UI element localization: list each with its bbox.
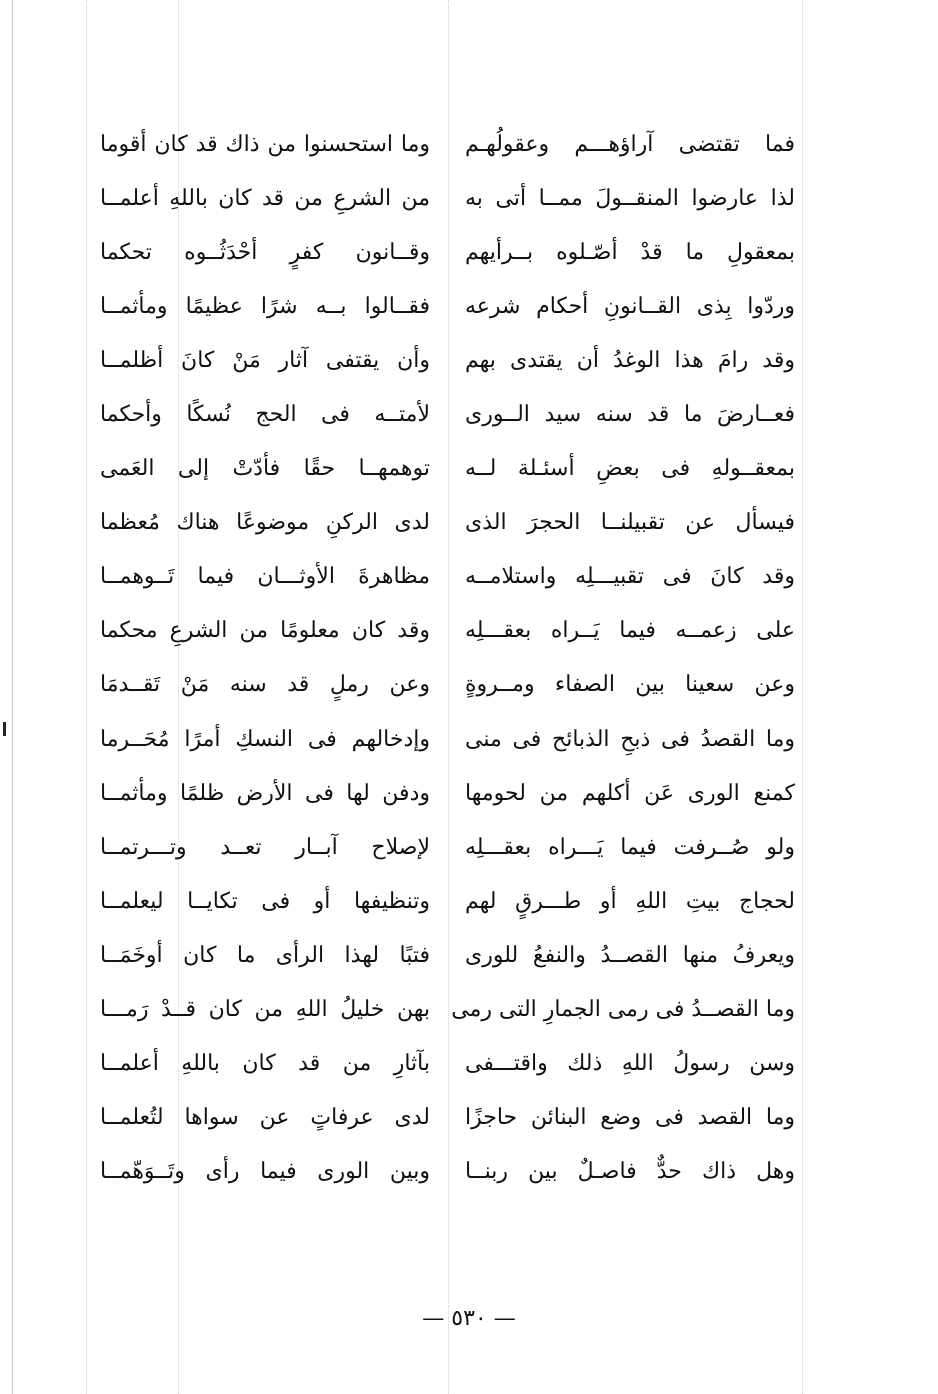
verse-line: ولو صُــرفت فيما يَـــراه بعقـــلِه <box>465 834 795 860</box>
verse-line: وعن رملٍ قد سنه مَنْ تَقــدمَا <box>100 672 430 698</box>
verse-line: بمعقولِ ما قدْ أصّـلوه بــرأيهم <box>465 240 795 266</box>
verse-line: وقد رامَ هذا الوغدُ أن يقتدى بهم <box>465 348 795 374</box>
verse-line: بهن خليلُ اللهِ من كان قــدْ رَمـــا <box>100 996 430 1022</box>
verse-line: ويعرفُ منها القصــدُ والنفعُ للورى <box>465 942 795 968</box>
verse-line: وما القصدُ فى ذبحِ الذبائح فى منى <box>465 726 795 752</box>
verse-line: وقــانون كفرٍ أحْدَثُــوه تحكما <box>100 240 430 266</box>
verse-line: وتنظيفها أو فى تكايــا ليعلمــا <box>100 888 430 914</box>
verse-line: وقد كان معلومًا من الشرعِ محكما <box>100 618 430 644</box>
verse-line: بمعقــولهِ فى بعضِ أسئـلة لــه <box>465 456 795 482</box>
verse-line: فعــارضَ ما قد سنه سيد الــورى <box>465 402 795 428</box>
verse-line: لحجاج بيتِ اللهِ أو طـــرقٍ لهم <box>465 888 795 914</box>
verse-line: توهمهــا حقًا فأدّتْ إلى العَمى <box>100 456 430 482</box>
dotted-guide <box>448 0 449 1394</box>
verse-line: لإصلاح آبــار تعــد وتـــرتمــا <box>100 834 430 860</box>
poem-right-column <box>451 118 795 1199</box>
verse-line: وعن سعينا بين الصفاء ومــروةٍ <box>465 672 795 698</box>
verse-line: لأمتــه فى الحج نُسكًا وأحكما <box>100 402 430 428</box>
verse-line: وأن يقتفى آثار مَنْ كانَ أظلمــا <box>100 348 430 374</box>
verse-line: وردّوا بِذى القــانونِ أحكام شرعه <box>465 294 795 320</box>
verse-line: وسن رسولُ اللهِ ذلك واقتـــفى <box>465 1050 795 1076</box>
dotted-guide <box>802 0 803 1394</box>
verse-line: فتبًا لهذا الرأى ما كان أوخَمَــا <box>100 942 430 968</box>
verse-line: وما استحسنوا من ذاك قد كان أقوما <box>100 132 430 157</box>
verse-line: وما القصــدُ فى رمى الجمارِ التى رمى <box>451 996 795 1022</box>
margin-mark <box>3 722 6 736</box>
verse-line: من الشرعِ من قد كان باللهِ أعلمــا <box>100 186 430 212</box>
verse-line: لدى الركنِ موضوعًا هناك مُعظما <box>100 510 430 536</box>
verse-line: كمنع الورى عَن أكلهم من لحومها <box>465 780 795 806</box>
verse-line: وما القصد فى وضع البنائن حاجزًا <box>465 1104 795 1130</box>
verse-line: فما تقتضى آراؤهـــم وعقولُهـم <box>465 132 795 157</box>
verse-line: وبين الورى فيما رأى وتَــوَهّمــا <box>100 1158 430 1184</box>
verse-line: لدى عرفاتٍ عن سواها لتُعلمــا <box>100 1104 430 1130</box>
verse-line: بآثارِ من قد كان باللهِ أعلمــا <box>100 1050 430 1076</box>
page-edge-line <box>12 0 13 1394</box>
verse-line: مظاهرةَ الأوثـــان فيما تَــوهمــا <box>100 564 430 590</box>
page-number: — ٥٣٠ — <box>422 1306 516 1331</box>
verse-line: ودفن لها فى الأرض ظلمًا ومأثمــا <box>100 780 430 806</box>
verse-line: لذا عارضوا المنقــولَ ممــا أتى به <box>465 186 795 212</box>
poem-left-column <box>100 118 430 1199</box>
verse-line: وقد كانَ فى تقبيـــلِه واستلامــه <box>465 564 795 590</box>
verse-line: على زعمــه فيما يَــراه بعقـــلِه <box>465 618 795 644</box>
verse-line: وإدخالهم فى النسكِ أمرًا مُحَــرما <box>100 726 430 752</box>
verse-line: فقــالوا بــه شرًا عظيمًا ومأثمــا <box>100 294 430 320</box>
dotted-guide <box>86 0 87 1394</box>
verse-line: وهل ذاك حدٌّ فاصـلٌ بين ربنــا <box>465 1158 795 1184</box>
verse-line: فيسأل عن تقبيلنــا الحجرَ الذى <box>465 510 795 536</box>
